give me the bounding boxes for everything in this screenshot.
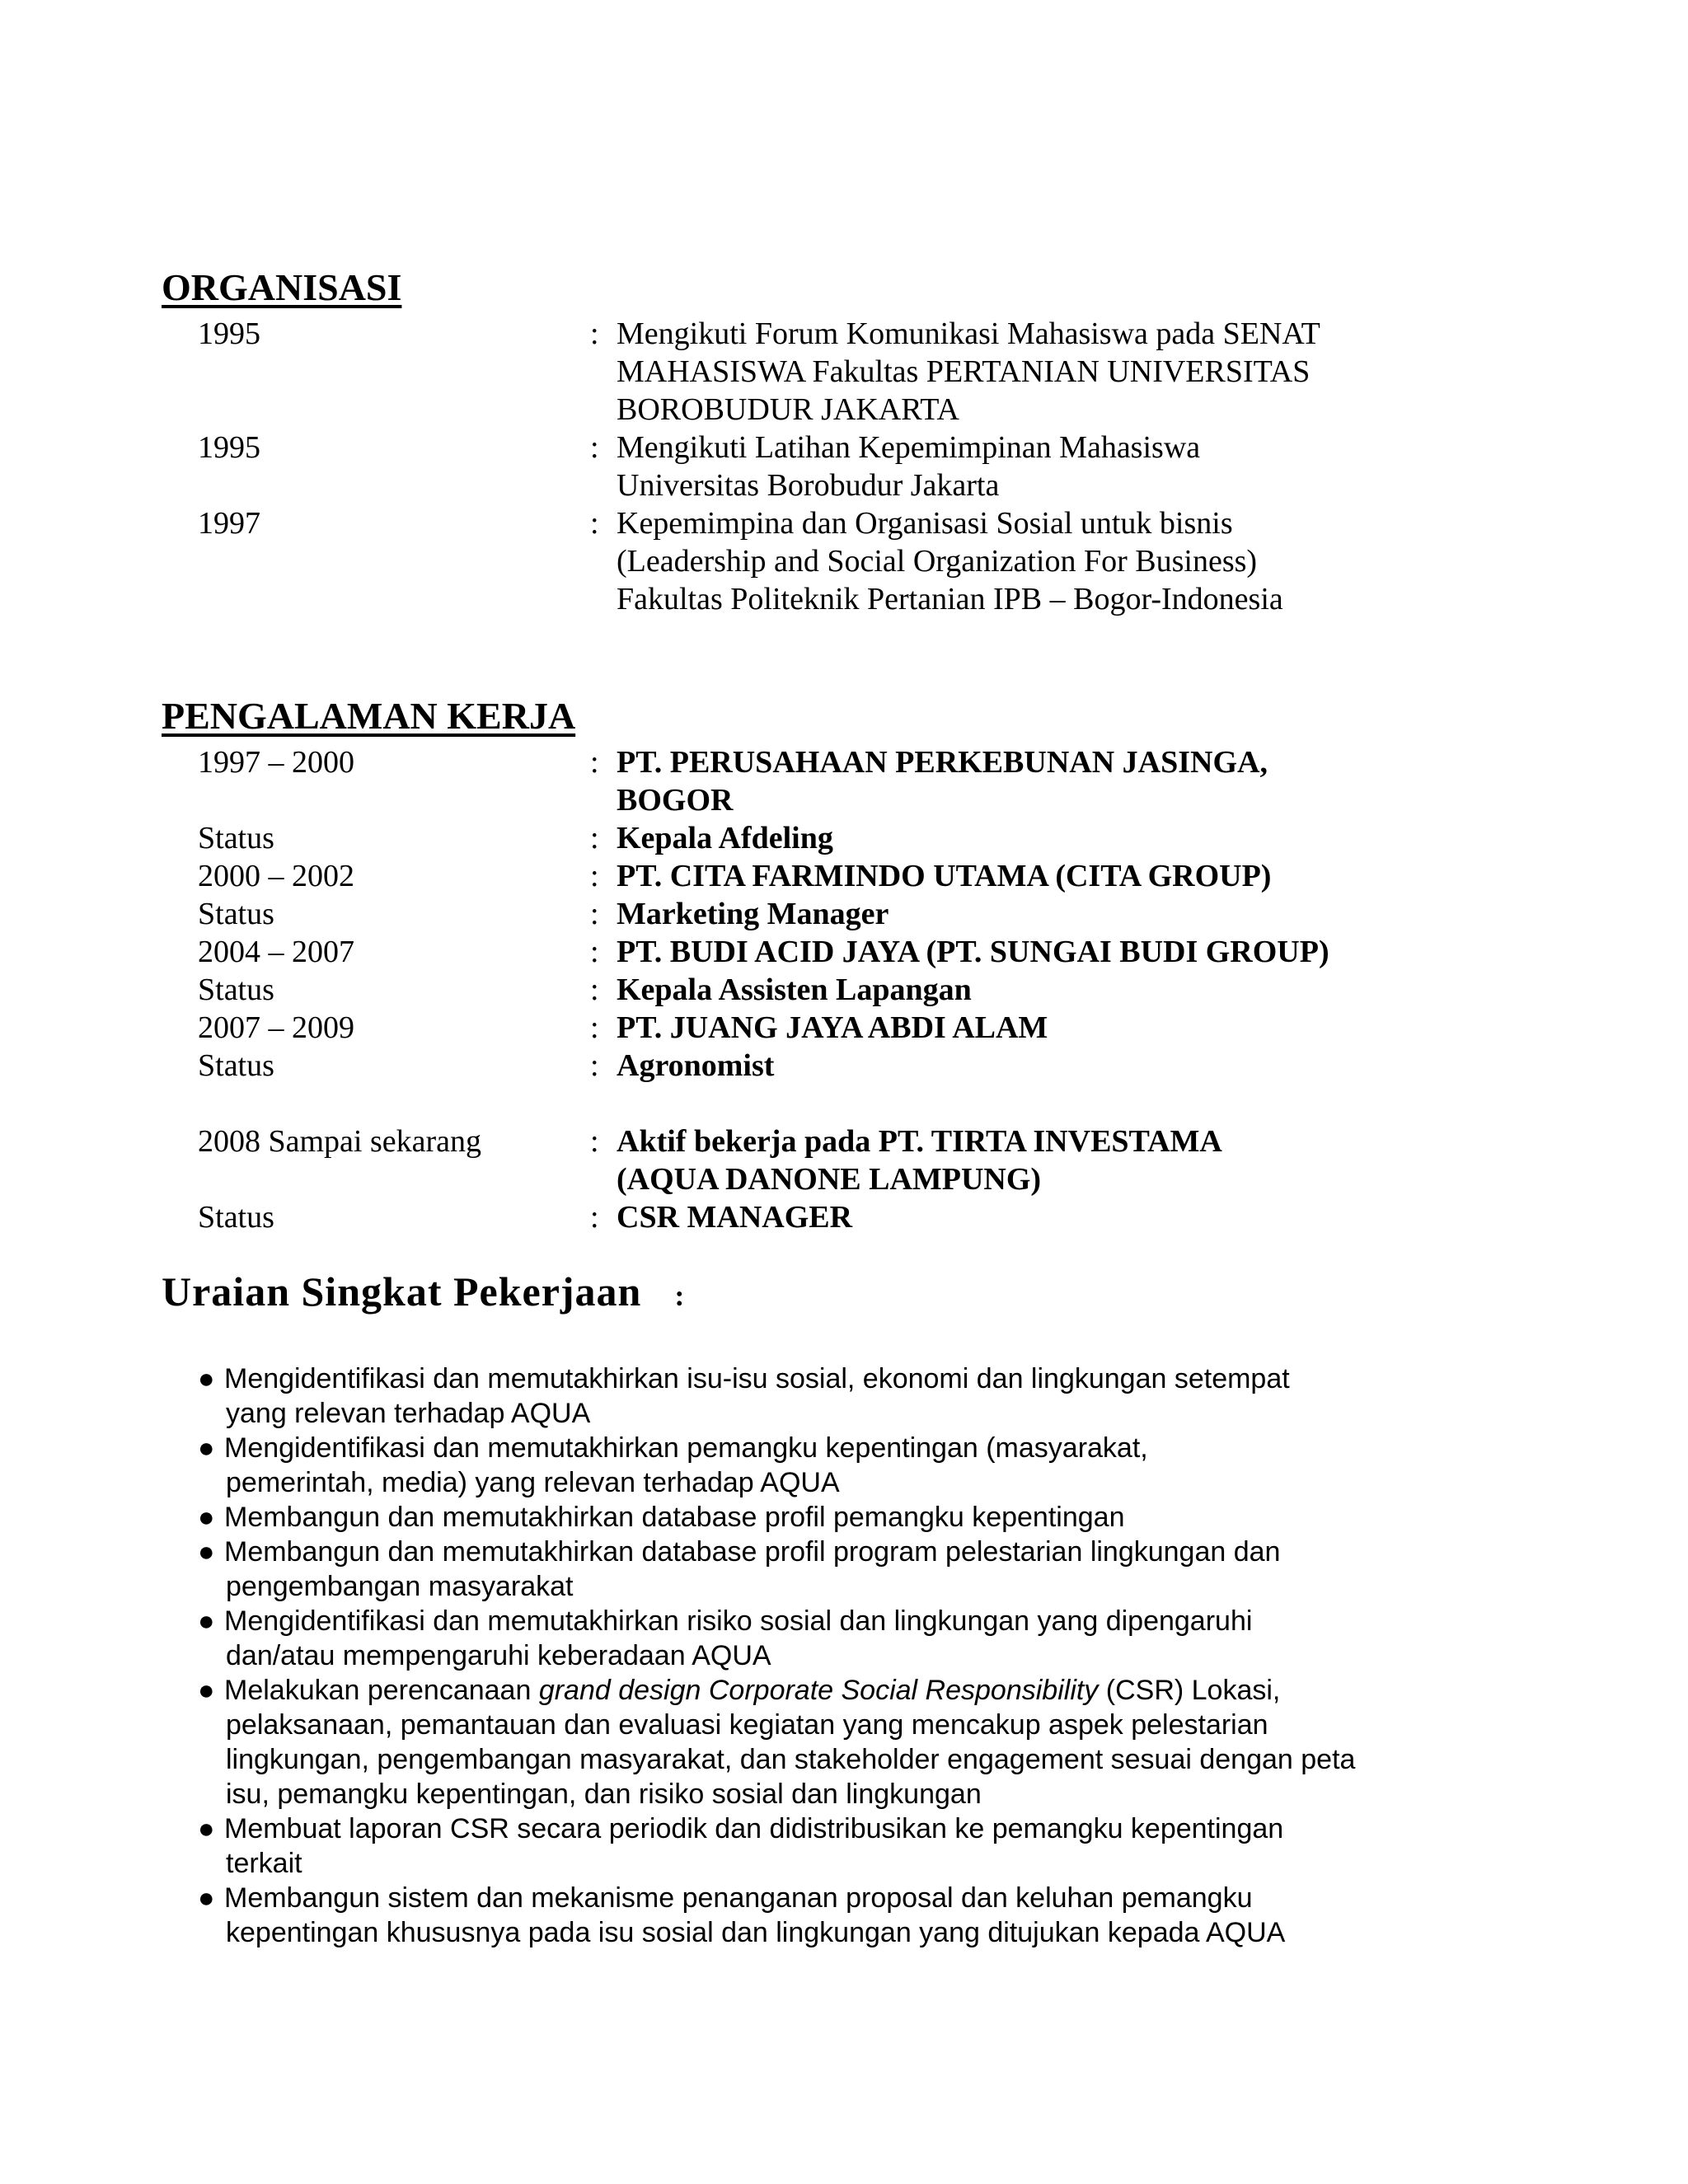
job-company [617,743,1533,819]
entry-colon: : [590,1200,599,1235]
job-period: 2007 – 2009 [198,1010,354,1045]
entry-colon: : [590,316,599,351]
bullet-icon: ● [198,1502,215,1533]
item-text-italic: grand design Corporate Social Responsibility [538,1675,1099,1706]
bullet-icon: ● [198,1675,215,1706]
organisasi-heading: ORGANISASI [162,266,402,308]
item-line: terkait [226,1848,302,1879]
item-text: (CSR) Lokasi, [1098,1675,1281,1706]
pengalaman-kerja-heading: PENGALAMAN KERJA [162,695,576,737]
organisasi-entry [198,315,1533,429]
item-line: Membangun sistem dan mekanisme penanganan proposal dan keluhan pemangku [224,1882,1253,1914]
list-item [198,1881,1467,1950]
entry-line: Agronomist [617,1048,775,1083]
job-company [617,857,1533,895]
spacer [198,1085,1533,1122]
entry-description [617,504,1533,618]
uraian-heading-colon: : [674,1279,686,1312]
entry-description [617,429,1533,504]
job-status-entry [198,1198,1533,1236]
item-line: pelaksanaan, pemantauan dan evaluasi kegiatan yang mencakup aspek pelestarian [226,1709,1268,1741]
status-label: Status [198,897,274,931]
list-item [198,1431,1467,1500]
job-position [617,971,1533,1009]
item-line: isu, pemangku kepentingan, dan risiko sosial dan lingkungan [226,1779,982,1810]
job-entry [198,743,1533,819]
status-label: Status [198,821,274,855]
entry-line: Aktif bekerja pada PT. TIRTA INVESTAMA [617,1124,1222,1159]
job-position [617,1047,1533,1085]
list-item [198,1604,1467,1673]
list-item [198,1535,1467,1604]
item-line: Membangun dan memutakhirkan database profil pemangku kepentingan [224,1502,1125,1533]
entry-line: Fakultas Politeknik Pertanian IPB – Bogor-Indonesia [617,582,1283,616]
entry-line: Universitas Borobudur Jakarta [617,468,1000,503]
list-item [198,1673,1467,1811]
status-label: Status [198,1048,274,1083]
item-line: yang relevan terhadap AQUA [226,1398,591,1429]
entry-description [617,315,1533,429]
job-entry [198,933,1533,971]
bullet-icon: ● [198,1605,215,1637]
entry-line: MAHASISWA Fakultas PERTANIAN UNIVERSITAS [617,354,1311,389]
entry-colon: : [590,859,599,893]
entry-colon: : [590,1124,599,1159]
item-line: Mengidentifikasi dan memutakhirkan pemangku kepentingan (masyarakat, [224,1432,1148,1464]
uraian-heading [162,1268,685,1315]
entry-colon: : [590,821,599,855]
entry-colon: : [590,1010,599,1045]
organisasi-list [198,315,1533,618]
item-text: Melakukan perencanaan [224,1675,539,1706]
job-status-entry [198,971,1533,1009]
item-line: Mengidentifikasi dan memutakhirkan risiko sosial dan lingkungan yang dipengaruhi [224,1605,1253,1637]
item-line: Membuat laporan CSR secara periodik dan didistribusikan ke pemangku kepentingan [224,1813,1284,1844]
uraian-heading-text: Uraian Singkat Pekerjaan [162,1268,642,1315]
job-position [617,819,1533,857]
organisasi-entry [198,504,1533,618]
entry-year: 1997 [198,506,260,541]
pengalaman-kerja-list [198,743,1533,1236]
job-company [617,1122,1533,1198]
job-period: 1997 – 2000 [198,745,354,780]
entry-line: BOROBUDUR JAKARTA [617,392,959,427]
item-line: pengembangan masyarakat [226,1571,574,1602]
job-entry [198,857,1533,895]
entry-line: PT. PERUSAHAAN PERKEBUNAN JASINGA, [617,745,1268,780]
item-line: pemerintah, media) yang relevan terhadap AQUA [226,1467,840,1498]
entry-line: Kepala Afdeling [617,821,833,855]
entry-year: 1995 [198,316,260,351]
bullet-icon: ● [198,1536,215,1568]
bullet-icon: ● [198,1432,215,1464]
entry-line: (AQUA DANONE LAMPUNG) [617,1162,1042,1197]
job-status-entry [198,819,1533,857]
entry-line: Marketing Manager [617,897,889,931]
item-line: Mengidentifikasi dan memutakhirkan isu-isu sosial, ekonomi dan lingkungan setempat [224,1363,1290,1394]
bullet-icon: ● [198,1813,215,1844]
entry-colon: : [590,935,599,969]
item-line: lingkungan, pengembangan masyarakat, dan stakeholder engagement sesuai dengan peta [226,1744,1356,1775]
entry-colon: : [590,430,599,465]
entry-line: (Leadership and Social Organization For Business) [617,544,1258,579]
job-entry [198,1122,1533,1198]
job-period: 2000 – 2002 [198,859,354,893]
job-position [617,895,1533,933]
entry-line: Kepala Assisten Lapangan [617,972,972,1007]
entry-colon: : [590,1048,599,1083]
job-company [617,1009,1533,1047]
job-description-list [198,1361,1467,1950]
item-line [224,1673,1467,1708]
entry-line: CSR MANAGER [617,1200,853,1235]
list-item [198,1500,1467,1535]
organisasi-entry [198,429,1533,504]
entry-colon: : [590,897,599,931]
job-period: 2008 Sampai sekarang [198,1124,482,1159]
entry-line: PT. JUANG JAYA ABDI ALAM [617,1010,1048,1045]
job-entry [198,1009,1533,1047]
item-line: kepentingan khususnya pada isu sosial dan lingkungan yang ditujukan kepada AQUA [226,1917,1286,1948]
job-position [617,1198,1533,1236]
list-item [198,1811,1467,1881]
entry-line: PT. BUDI ACID JAYA (PT. SUNGAI BUDI GROUP) [617,935,1329,969]
entry-colon: : [590,972,599,1007]
job-period: 2004 – 2007 [198,935,354,969]
job-company [617,933,1533,971]
item-line: dan/atau mempengaruhi keberadaan AQUA [226,1640,771,1671]
status-label: Status [198,972,274,1007]
job-status-entry [198,895,1533,933]
entry-colon: : [590,506,599,541]
status-label: Status [198,1200,274,1235]
entry-line: PT. CITA FARMINDO UTAMA (CITA GROUP) [617,859,1272,893]
item-line: Membangun dan memutakhirkan database profil program pelestarian lingkungan dan [224,1536,1281,1568]
entry-line: Mengikuti Latihan Kepemimpinan Mahasiswa [617,430,1201,465]
job-status-entry [198,1047,1533,1085]
entry-year: 1995 [198,430,260,465]
bullet-icon: ● [198,1363,215,1394]
bullet-icon: ● [198,1882,215,1914]
list-item [198,1361,1467,1431]
entry-line: Kepemimpina dan Organisasi Sosial untuk bisnis [617,506,1233,541]
entry-line: BOGOR [617,783,734,818]
entry-colon: : [590,745,599,780]
entry-line: Mengikuti Forum Komunikasi Mahasiswa pada SENAT [617,316,1320,351]
